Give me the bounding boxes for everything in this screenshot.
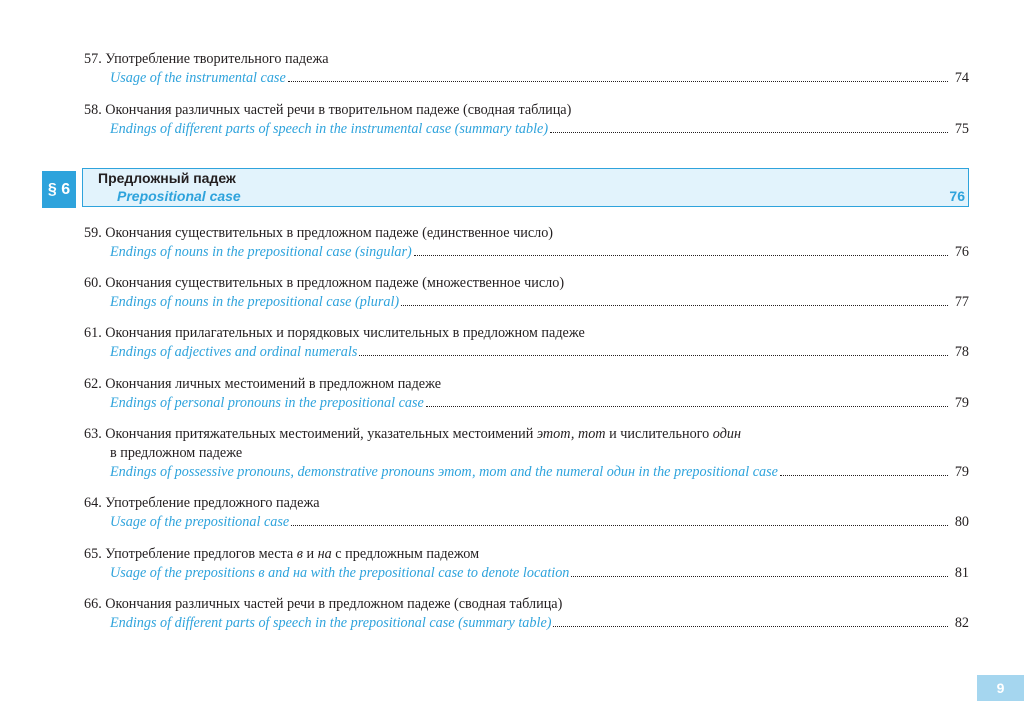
leader-dots <box>359 355 948 356</box>
entry-page-number: 81 <box>954 565 969 581</box>
entry-title-ru-part: с предложным падежом <box>335 546 480 562</box>
leader-dots <box>550 132 948 133</box>
entry-title-en[interactable]: Usage of the prepositional case <box>110 514 290 530</box>
entry-title-ru: 59. Окончания существительных в предложном падеже (единственное число) <box>84 225 554 241</box>
entry-title-ru-part: и <box>306 546 315 562</box>
entry-title-ru-line2: в предложном падеже <box>110 445 243 461</box>
leader-dots <box>288 81 948 82</box>
toc-entry-57[interactable] <box>84 50 969 88</box>
entry-title-ru-part: и числительного <box>609 426 710 442</box>
leader-dots <box>571 576 948 577</box>
entry-title-ru: 61. Окончания прилагательных и порядковых числительных в предложном падеже <box>84 325 585 341</box>
entry-title-ru <box>84 425 969 444</box>
toc-entry-62[interactable] <box>84 375 969 413</box>
entry-title-en[interactable]: Endings of adjectives and ordinal numerals <box>110 344 358 360</box>
entry-title-ru-italic: в <box>296 546 303 562</box>
entry-page-number: 76 <box>954 244 969 260</box>
entry-title-ru: 58. Окончания различных частей речи в творительном падеже (сводная таблица) <box>84 102 572 118</box>
entry-page-number: 75 <box>954 121 969 137</box>
toc-entry-64[interactable] <box>84 494 969 532</box>
entry-page-number: 77 <box>954 294 969 310</box>
entry-title-en[interactable]: Endings of nouns in the prepositional case (singular) <box>110 244 412 260</box>
section-title-en: Prepositional case <box>117 188 241 204</box>
entry-page-number: 78 <box>954 344 969 360</box>
leader-dots <box>780 475 948 476</box>
entry-page-number: 74 <box>954 70 969 86</box>
page-number-badge: 9 <box>977 675 1024 701</box>
entry-title-en[interactable]: Endings of different parts of speech in the instrumental case (summary table) <box>110 121 549 137</box>
toc-entry-66[interactable] <box>84 595 969 633</box>
toc-entry-63[interactable] <box>84 425 969 482</box>
entry-page-number: 79 <box>954 395 969 411</box>
entry-title-ru-part: 65. Употребление предлогов места <box>84 546 294 562</box>
toc-entry-61[interactable] <box>84 324 969 362</box>
entry-page-number: 79 <box>954 464 969 480</box>
entry-title-en[interactable]: Endings of different parts of speech in the prepositional case (summary table) <box>110 615 552 631</box>
section-badge: § 6 <box>42 171 76 208</box>
leader-dots <box>401 305 948 306</box>
toc-entry-65[interactable] <box>84 545 969 583</box>
leader-dots <box>426 406 948 407</box>
section-page-number: 76 <box>949 188 965 204</box>
entry-title-en[interactable]: Endings of possessive pronouns, demonstrative pronouns этот, тот and the numeral один in the prepositional case <box>110 464 778 480</box>
section-title-ru: Предложный падеж <box>98 170 236 186</box>
entry-title-ru: 60. Окончания существительных в предложном падеже (множественное число) <box>84 275 565 291</box>
entry-title-ru-part: 63. Окончания притяжательных местоимений, указательных местоимений <box>84 426 534 442</box>
entry-title-ru: 62. Окончания личных местоимений в предложном падеже <box>84 376 442 392</box>
entry-page-number: 80 <box>954 514 969 530</box>
entry-title-en[interactable]: Usage of the prepositions в and на with the prepositional case to denote location <box>110 565 570 581</box>
entry-title-ru-italic: один <box>712 426 741 442</box>
leader-dots <box>553 626 948 627</box>
entry-title-en[interactable]: Endings of personal pronouns in the prepositional case <box>110 395 424 411</box>
entry-title-ru: 57. Употребление творительного падежа <box>84 51 329 67</box>
leader-dots <box>414 255 948 256</box>
entry-title-en[interactable]: Usage of the instrumental case <box>110 70 286 86</box>
entry-page-number: 82 <box>954 615 969 631</box>
entry-title-ru-italic: этот, тот <box>536 426 606 442</box>
toc-entry-58[interactable] <box>84 101 969 139</box>
section-header[interactable] <box>82 168 969 207</box>
toc-entry-60[interactable] <box>84 274 969 312</box>
entry-title-ru: 64. Употребление предложного падежа <box>84 495 320 511</box>
entry-title-ru: 66. Окончания различных частей речи в предложном падеже (сводная таблица) <box>84 596 563 612</box>
entry-title-ru <box>84 545 969 564</box>
entry-title-ru-italic: на <box>317 546 332 562</box>
entry-title-en[interactable]: Endings of nouns in the prepositional case (plural) <box>110 294 400 310</box>
leader-dots <box>291 525 948 526</box>
toc-entry-59[interactable] <box>84 224 969 262</box>
